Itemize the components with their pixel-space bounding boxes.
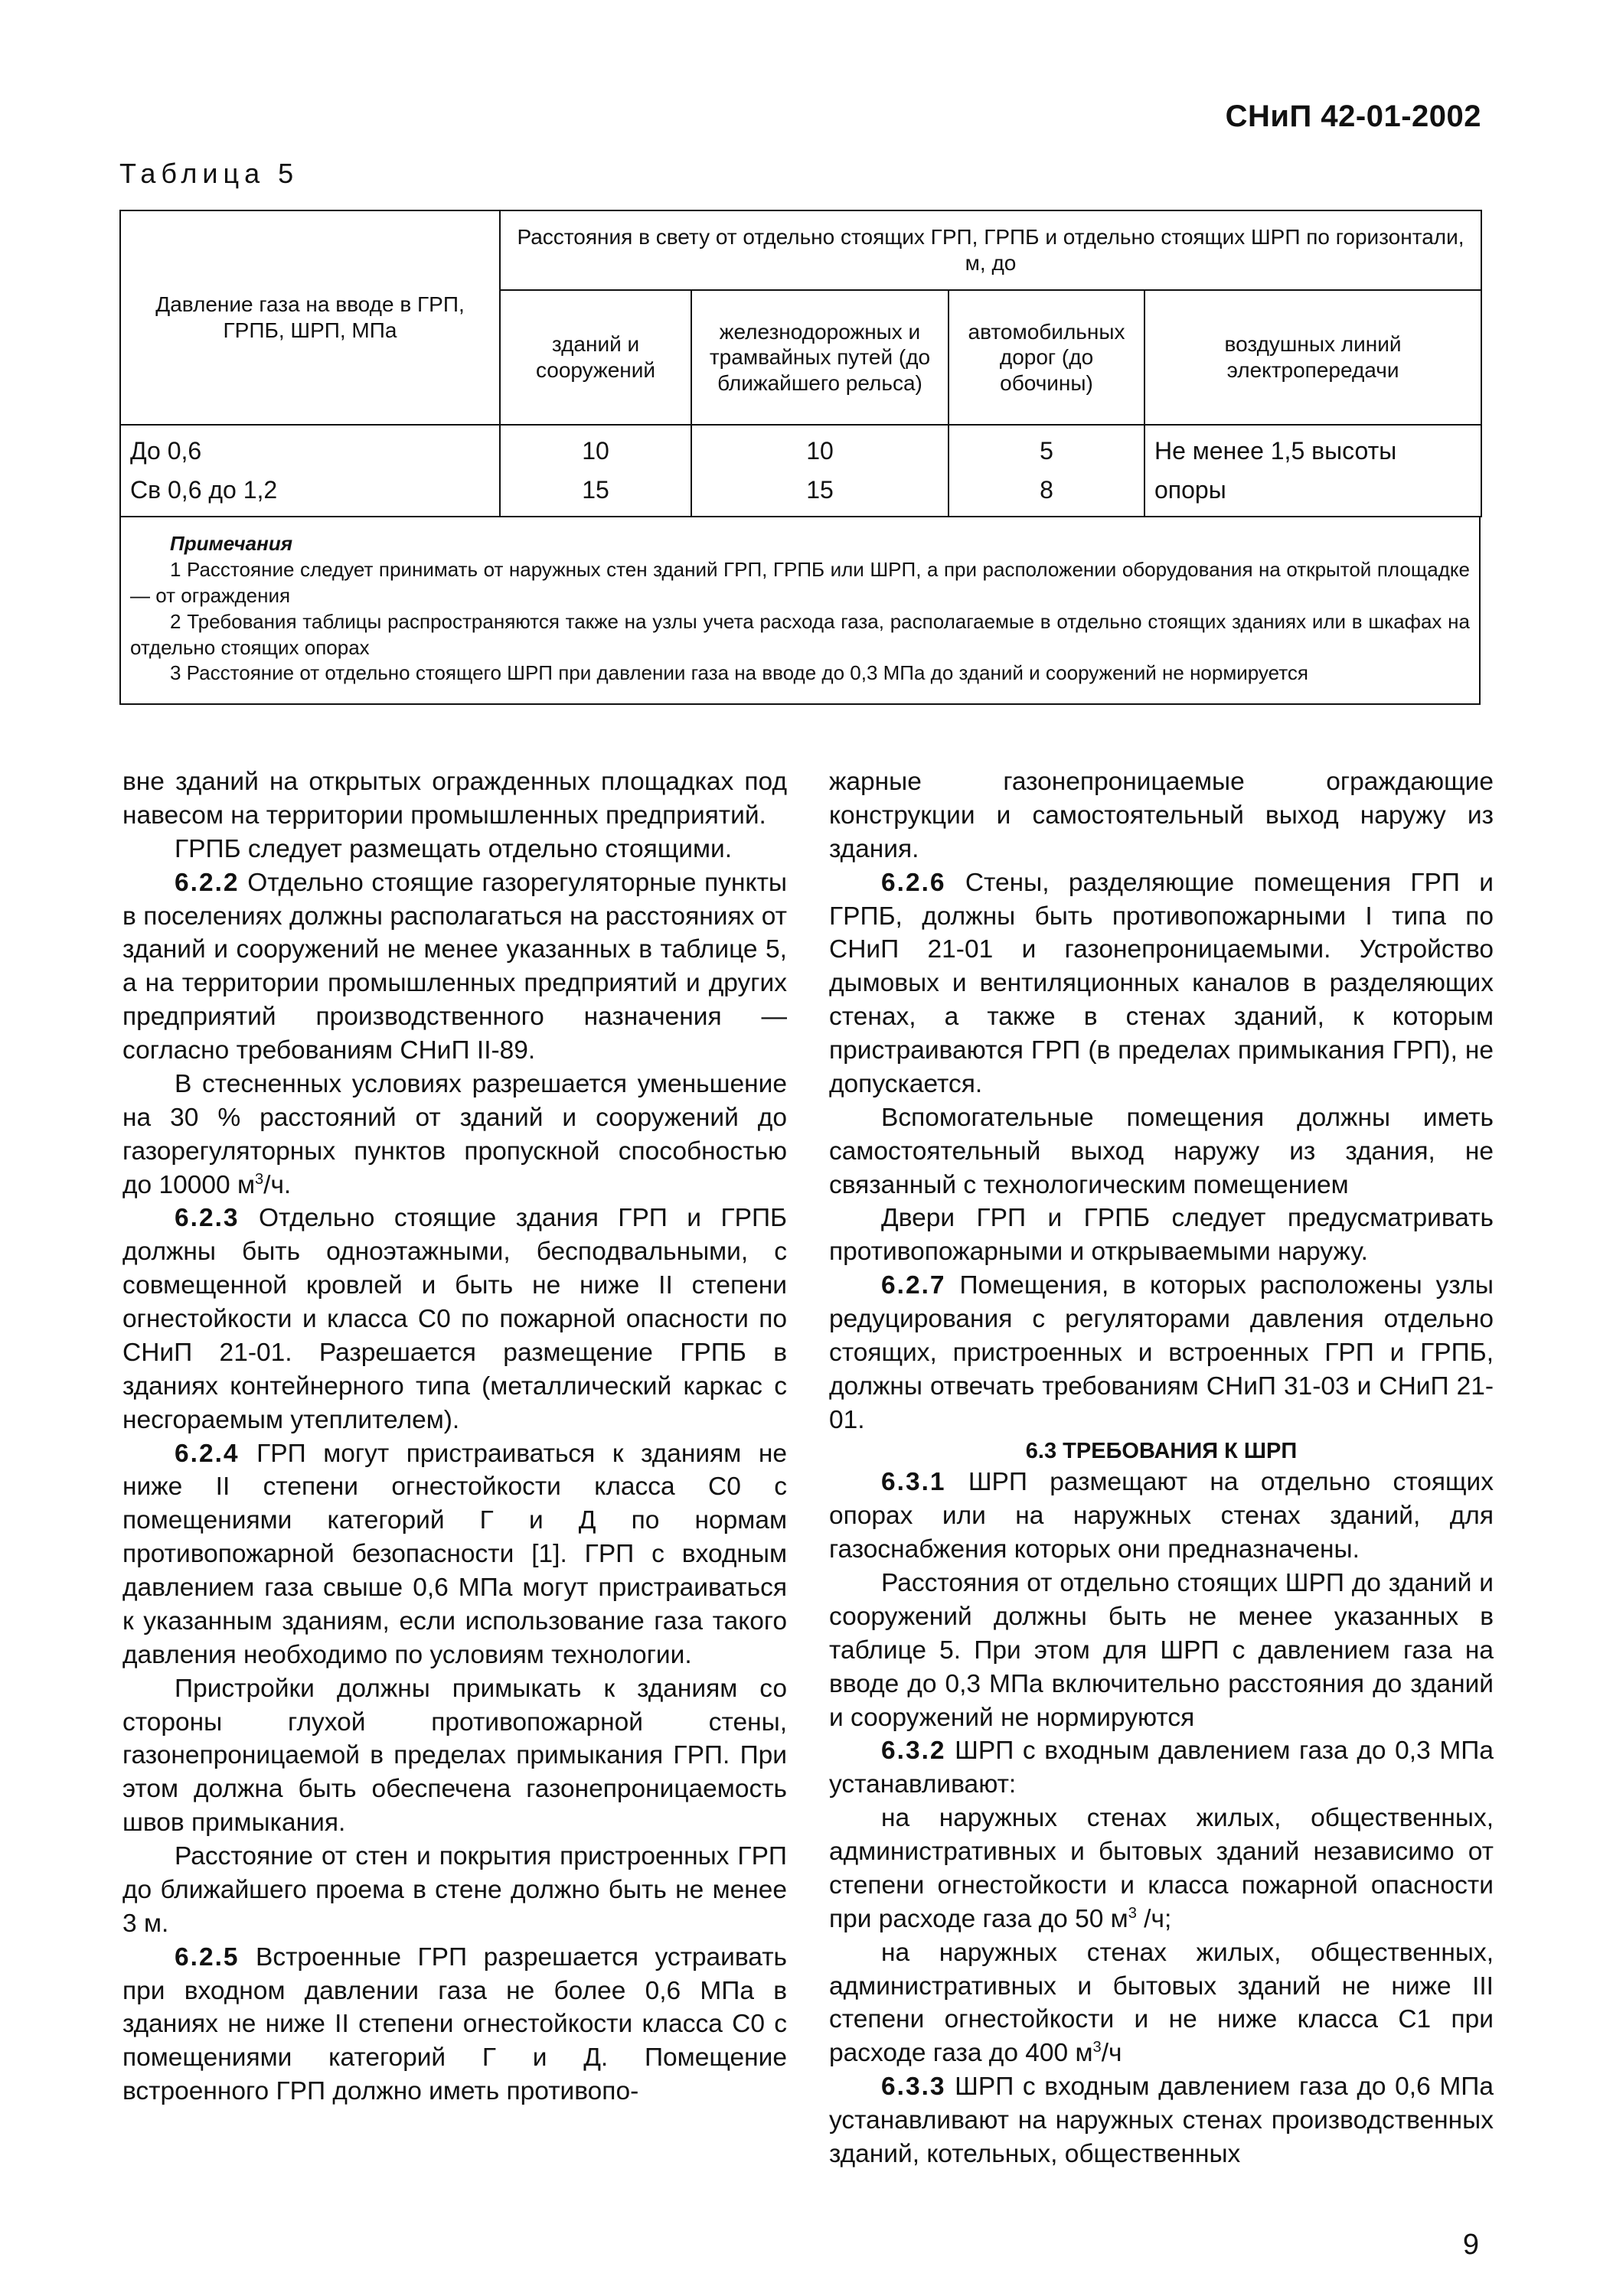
clause-6-2-2 [122, 866, 787, 1068]
clause-text: Встроенные ГРП разрешается устраивать при входном давлении газа не более 0,6 МПа в зданиях не ниже II степени огнестойкости класса С0 с помещениями категорий Г и Д. Помещение встроенного ГРП должно иметь противопо- [122, 1942, 787, 2106]
clause-number: 6.3.1 [881, 1468, 946, 1497]
note-item-3: 3 Расстояние от отдельно стоящего ШРП при давлении газа на вводе до 0,3 МПа до зданий и сооружений не нормируется [170, 661, 1308, 685]
clause-6-3-2 [829, 1734, 1494, 1802]
clause-text: Стены, разделяющие помещения ГРП и ГРПБ, должны быть противопожарными I типа по СНиП 21-01 и газонепроницаемыми. Устройство дымовых и вентиляционных каналов в разделяющих стенах, а также в стенах зданий, к которым пристраиваются ГРП (в пределах примыкания ГРП), не допускается. [829, 868, 1494, 1098]
clause-number: 6.2.6 [881, 868, 946, 897]
clause-text: ШРП с входным давлением газа до 0,6 МПа устанавливают на наружных стенах производственных зданий, котельных, общественных [829, 2073, 1494, 2168]
clause-text: Помещения, в которых расположены узлы редуцирования с регуляторами давления отдельно стоящих, пристроенных и встроенных ГРП и ГРПБ, должны отвечать требованиям СНиП 31-03 и СНиП 21-01. [829, 1271, 1494, 1434]
header-power-lines: воздушных линий электропередачи [1144, 290, 1481, 425]
paragraph: ГРПБ следует размещать отдельно стоящими. [175, 834, 733, 863]
clause-number: 6.2.3 [175, 1204, 240, 1233]
left-text-column [122, 765, 787, 2108]
distance-table [119, 210, 1482, 517]
power-cell: Не менее 1,5 высоты опоры [1144, 425, 1481, 517]
paragraph [829, 1936, 1494, 2071]
paragraph-text: В стесненных условиях разрешается уменьшение на 30 % расстояний от зданий и сооружений до газорегуляторных пунктов пропускной способностью до 10000 м [122, 1069, 787, 1199]
table-5 [119, 210, 1481, 705]
paragraph: Расстояние от стен и покрытия пристроенных ГРП до ближайшего проема в стене должно быть не менее 3 м. [122, 1842, 787, 1938]
table-col-roads [949, 425, 1144, 517]
paragraph-text: на наружных стенах жилых, общественных, административных и бытовых зданий независимо от степени огнестойкости и класса пожарной опасности при расходе газа до 50 м [829, 1804, 1494, 1933]
table-notes [119, 517, 1481, 705]
document-code: СНиП 42-01-2002 [1225, 99, 1481, 133]
buildings-cell-1: 10 [582, 437, 609, 465]
clause-6-2-3 [122, 1202, 787, 1437]
paragraph-text: /ч. [263, 1170, 292, 1199]
clause-text: ГРП могут пристраиваться к зданиям не ниже II степени огнестойкости класса С0 с помещениями категорий Г и Д по нормам противопожарной безопасности [1]. ГРП с входным давлением газа свыше 0,6 МПа могут пристраиваться к указанным зданиям, если использование газа такого давления необходимо по условиям технологии. [122, 1439, 787, 1669]
clause-number: 6.3.3 [881, 2073, 946, 2102]
header-rail: железнодорожных и трамвайных путей (до ближайшего рельса) [691, 290, 949, 425]
note-item-1: 1 Расстояние следует принимать от наружных стен зданий ГРП, ГРПБ или ШРП, а при расположении оборудования на открытой площадке — от ограждения [130, 558, 1470, 607]
paragraph: Вспомогательные помещения должны иметь самостоятельный выход наружу из здания, не связанный с технологическим помещением [829, 1103, 1494, 1199]
clause-text: Отдельно стоящие газорегуляторные пункты в поселениях должны располагаться на расстояниях от зданий и сооружений не менее указанных в таблице 5, а на территории промышленных предприятий и других предприятий производственного назначения — согласно требованиям СНиП II-89. [122, 868, 787, 1065]
superscript: 3 [1128, 1904, 1137, 1922]
rail-cell-2: 15 [806, 476, 834, 504]
paragraph: Расстояния от отдельно стоящих ШРП до зданий и сооружений должны быть не менее указанных в таблице 5. При этом для ШРП с давлением газа на вводе до 0,3 МПа включительно расстояния до зданий и сооружений не нормируются [829, 1569, 1494, 1732]
note-item-2: 2 Требования таблицы распространяются также на узлы учета расхода газа, располагаемые в отдельно стоящих зданиях или в шкафах на отдельно стоящих опорах [130, 609, 1470, 659]
clause-text: Отдельно стоящие здания ГРП и ГРПБ должны быть одноэтажными, бесподвальными, с совмещенной кровлей и быть не ниже II степени огнестойкости и класса С0 по пожарной опасности по СНиП 21-01. Разрешается размещение ГРПБ в зданиях контейнерного типа (металлический каркас с несгораемым утеплителем). [122, 1204, 787, 1434]
paragraph-text: на наружных стенах жилых, общественных, административных и бытовых зданий не ниже III степени огнестойкости и не ниже класса С1 при расходе газа до 400 м [829, 1938, 1494, 2068]
clause-number: 6.2.7 [881, 1271, 946, 1300]
clause-number: 6.2.5 [175, 1942, 240, 1971]
roads-cell-1: 5 [1040, 437, 1053, 465]
table-col-rail [691, 425, 949, 517]
clause-text: ШРП с входным давлением газа до 0,3 МПа устанавливают: [829, 1737, 1494, 1799]
clause-6-3-3 [829, 2070, 1494, 2171]
superscript: 3 [254, 1170, 264, 1188]
clause-6-2-6 [829, 866, 1494, 1101]
clause-6-2-7 [829, 1269, 1494, 1437]
superscript: 3 [1092, 2039, 1102, 2056]
paragraph [829, 1802, 1494, 1936]
right-text-column [829, 765, 1494, 2171]
header-buildings: зданий и сооружений [500, 290, 691, 425]
header-distances-group: Расстояния в свету от отдельно стоящих ГРП, ГРПБ и отдельно стоящих ШРП по горизонтали, м, до [500, 210, 1481, 290]
rail-cell-1: 10 [806, 437, 834, 465]
page-number: 9 [1462, 2229, 1479, 2261]
notes-title: Примечания [170, 532, 293, 556]
table-row-pressure [120, 425, 500, 517]
clause-6-2-5 [122, 1941, 787, 2108]
paragraph [122, 1068, 787, 1202]
pressure-cell-2: Св 0,6 до 1,2 [130, 476, 278, 504]
clause-6-2-4 [122, 1437, 787, 1672]
table-col-buildings [500, 425, 691, 517]
buildings-cell-2: 15 [582, 476, 609, 504]
paragraph: Двери ГРП и ГРПБ следует предусматривать противопожарными и открываемыми наружу. [829, 1204, 1494, 1267]
paragraph: жарные газонепроницаемые ограждающие конструкции и самостоятельный выход наружу из здания. [829, 768, 1494, 863]
roads-cell-2: 8 [1040, 476, 1053, 504]
clause-number: 6.2.4 [175, 1439, 240, 1468]
paragraph-text: /ч [1101, 2039, 1122, 2068]
paragraph-text: /ч; [1136, 1904, 1172, 1933]
pressure-cell-1: До 0,6 [130, 437, 202, 465]
section-heading: 6.3 ТРЕБОВАНИЯ К ШРП [1025, 1438, 1298, 1463]
clause-number: 6.3.2 [881, 1737, 946, 1766]
header-roads: автомобильных дорог (до обочины) [949, 290, 1144, 425]
table-title: Таблица 5 [119, 158, 299, 189]
header-pressure: Давление газа на вводе в ГРП, ГРПБ, ШРП, МПа [120, 210, 500, 425]
clause-text: ШРП размещают на отдельно стоящих опорах или на наружных стенах зданий, для газоснабжения которых они предназначены. [829, 1468, 1494, 1564]
paragraph: Пристройки должны примыкать к зданиям со стороны глухой противопожарной стены, газонепроницаемой в пределах примыкания ГРП. При этом должна быть обеспечена газонепроницаемость швов примыкания. [122, 1674, 787, 1838]
clause-number: 6.2.2 [175, 868, 240, 897]
paragraph: вне зданий на открытых огражденных площадках под навесом на территории промышленных предприятий. [122, 768, 787, 830]
clause-6-3-1 [829, 1466, 1494, 1567]
